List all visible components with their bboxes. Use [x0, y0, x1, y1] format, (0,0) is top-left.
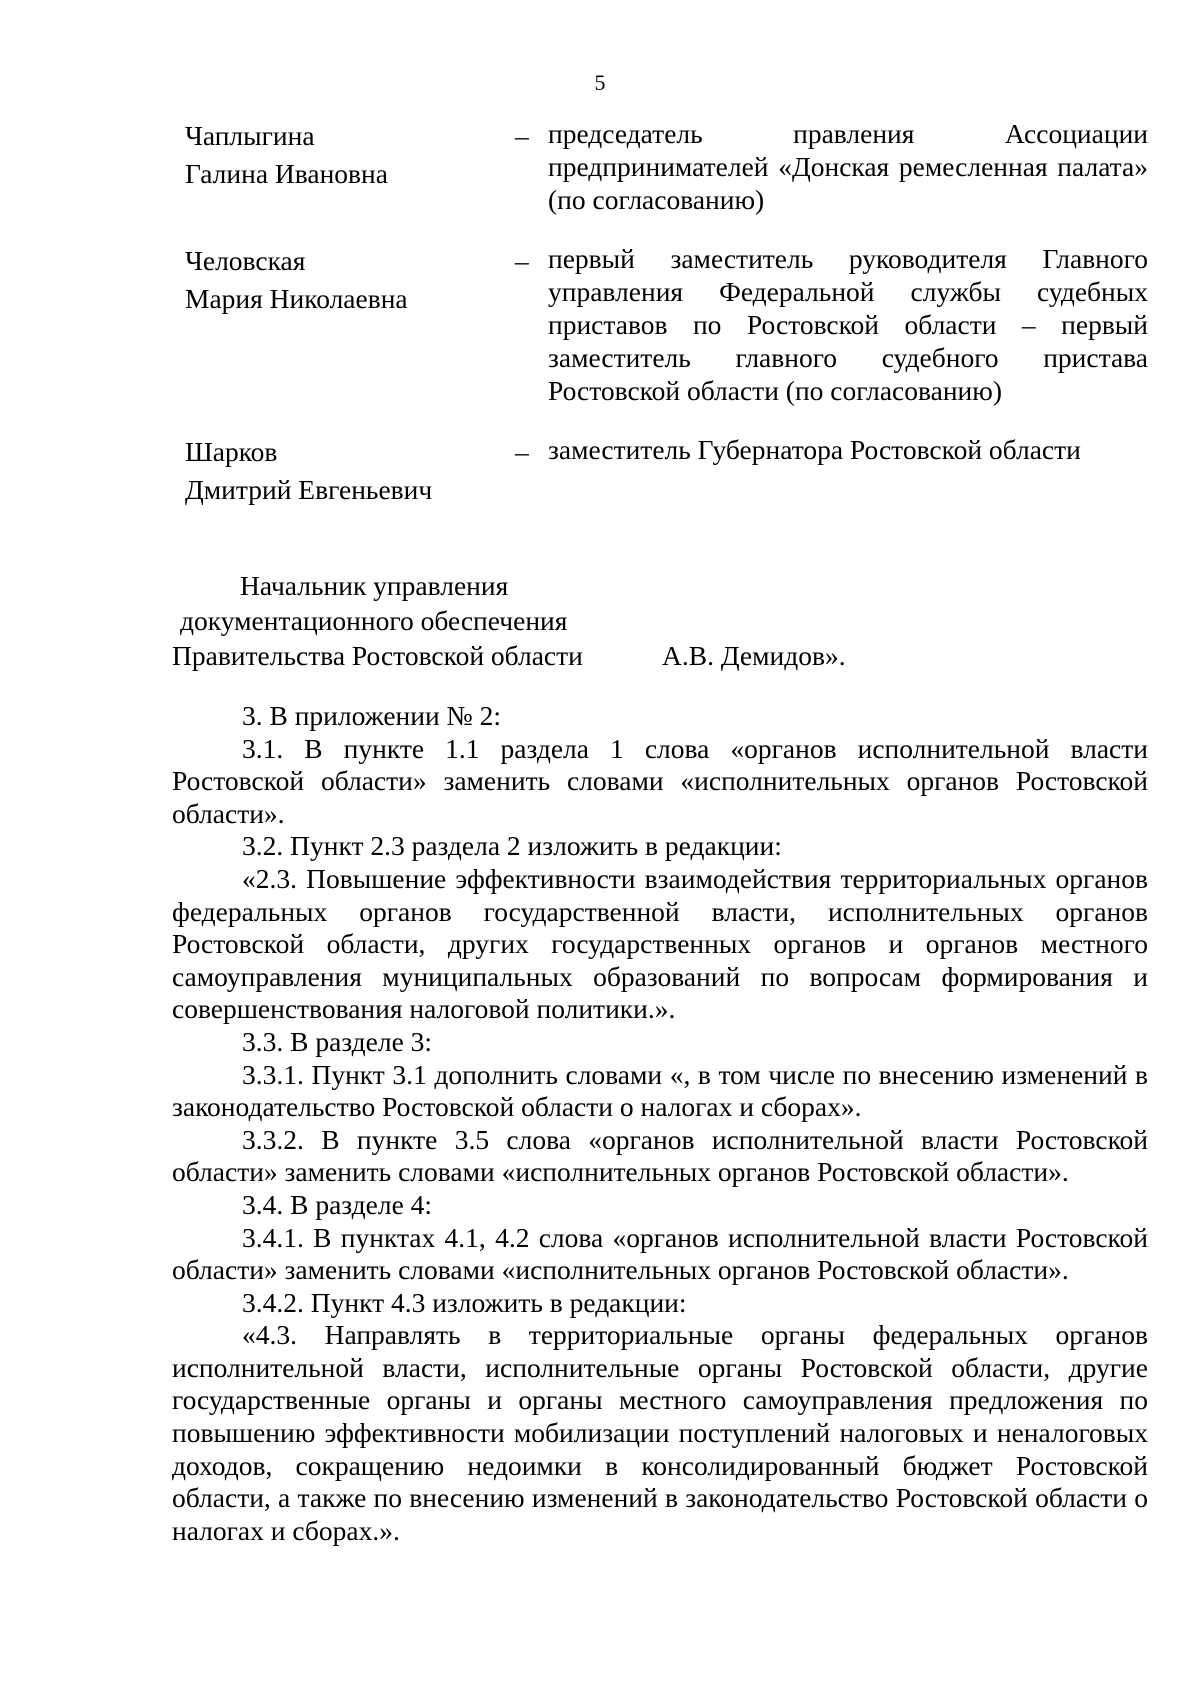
paragraph: «2.3. Повышение эффективности взаимодействия территориальных органов федеральных органов государственной власти, исполнительных органов Ростовской области, других государственных органов и органов местного самоуправления муниципальных образований по вопросам формирования и совершенствования налоговой политики.».: [172, 862, 1148, 1025]
signature-title-line: Правительства Ростовской области: [172, 640, 583, 671]
member-surname: Человская: [185, 245, 306, 276]
member-name: [185, 117, 485, 193]
signature-title-line: документационного обеспечения: [180, 605, 568, 636]
paragraph: 3. В приложении № 2:: [242, 700, 502, 731]
signatory-name: А.В. Демидов».: [662, 640, 846, 671]
member-surname: Чаплыгина: [185, 120, 315, 151]
paragraph: 3.4.1. В пунктах 4.1, 4.2 слова «органов исполнительной власти Ростовской области» заменить словами «исполнительных органов Ростовской области».: [172, 1221, 1148, 1286]
member-dash: –: [515, 120, 529, 151]
member-name: [185, 242, 485, 318]
paragraph: 3.1. В пункте 1.1 раздела 1 слова «органов исполнительной власти Ростовской области» заменить словами «исполнительных органов Ростовской области».: [172, 732, 1148, 829]
paragraph: «4.3. Направлять в территориальные органы федеральных органов исполнительной власти, исполнительные органы Ростовской области, другие государственные органы и органы местного самоуправления предложения по повышению эффективности мобилизации поступлений налоговых и неналоговых доходов, сокращению недоимки в консолидированный бюджет Ростовской области, а также по внесению изменений в законодательство Ростовской области о налогах и сборах.».: [172, 1319, 1148, 1546]
member-role: заместитель Губернатора Ростовской области: [548, 434, 1081, 465]
paragraph: 3.3. В разделе 3:: [242, 1025, 433, 1057]
document-body: [172, 700, 1148, 1547]
paragraph: 3.4. В разделе 4:: [242, 1188, 433, 1220]
member-name: [185, 433, 485, 509]
signature-block: [172, 568, 1172, 673]
paragraph: 3.4.2. Пункт 4.3 изложить в редакции:: [242, 1286, 687, 1318]
page-number: 5: [594, 70, 606, 95]
paragraph: 3.3.1. Пункт 3.1 дополнить словами «, в том числе по внесению изменений в законодательство Ростовской области о налогах и сборах».: [172, 1058, 1148, 1123]
paragraph: 3.2. Пункт 2.3 раздела 2 изложить в редакции:: [242, 830, 782, 862]
member-given-name: Мария Николаевна: [185, 283, 408, 314]
member-role: председатель правления Ассоциации предпринимателей «Донская ремесленная палата» (по согласованию): [548, 118, 1148, 215]
member-role: первый заместитель руководителя Главного управления Федеральной службы судебных приставов по Ростовской области – первый заместитель главного судебного пристава Ростовской области (по согласованию): [548, 243, 1148, 406]
member-given-name: Дмитрий Евгеньевич: [185, 474, 433, 505]
member-given-name: Галина Ивановна: [185, 158, 388, 189]
signature-title-line: Начальник управления: [240, 570, 509, 601]
member-dash: –: [515, 436, 529, 467]
member-dash: –: [515, 245, 529, 276]
member-surname: Шарков: [185, 436, 278, 467]
paragraph: 3.3.2. В пункте 3.5 слова «органов исполнительной власти Ростовской области» заменить словами «исполнительных органов Ростовской области».: [172, 1123, 1148, 1188]
